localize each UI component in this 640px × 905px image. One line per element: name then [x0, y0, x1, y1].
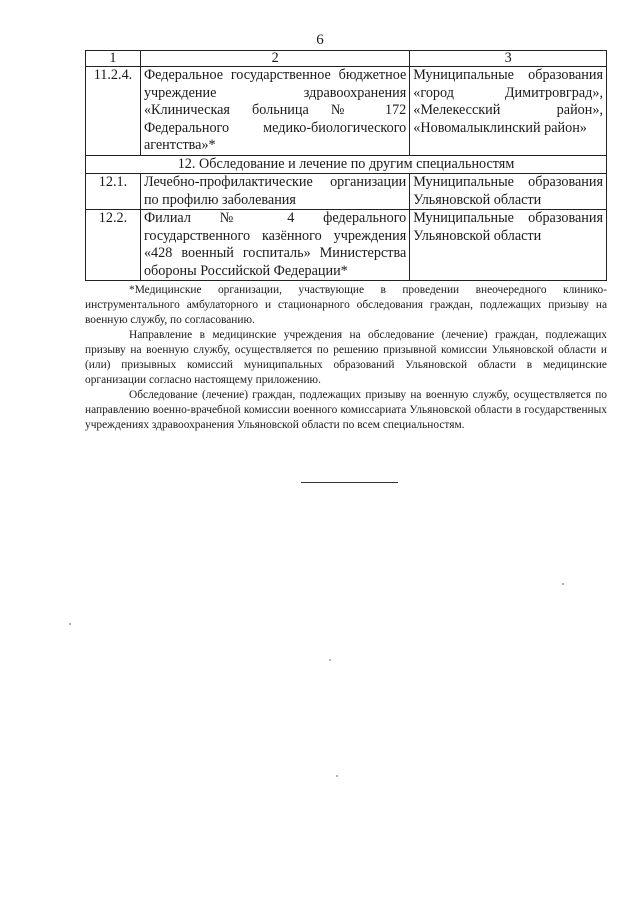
- institution-name: Лечебно-профилактические организации по профилю заболевания: [140, 174, 409, 210]
- table-row: [86, 67, 607, 156]
- scan-speck: [336, 775, 338, 777]
- row-number: 11.2.4.: [86, 67, 141, 156]
- territory: Муниципальные образования Ульяновской области: [410, 174, 607, 210]
- page-number: 6: [316, 32, 324, 48]
- notes-block: [85, 283, 607, 433]
- institution-name: Филиал № 4 федерального государственного казённого учреждения «428 военный госпиталь» Министерства обороны Российской Федерации*: [140, 210, 409, 281]
- section-title: 12. Обследование и лечение по другим специальностям: [86, 155, 607, 174]
- section-heading-row: [86, 155, 607, 174]
- institution-name: Федеральное государственное бюджетное учреждение здравоохранения «Клиническая больница № 172 Федерального медико-биологического агентства»*: [140, 67, 409, 156]
- territory: Муниципальные образования Ульяновской области: [410, 210, 607, 281]
- scan-speck: [329, 659, 331, 661]
- end-separator-line: [301, 482, 398, 483]
- territory: Муниципальные образования «город Димитровград», «Мелекесский район», «Новомалыклинский район»: [410, 67, 607, 156]
- column-header: 3: [410, 51, 607, 67]
- paragraph-examination: Обследование (лечение) граждан, подлежащих призыву на военную службу, осуществляется по направлению военно-врачебной комиссии военного комиссариата Ульяновской области в государственных учреждениях здравоохранения Ульяновской области по всем специальностям.: [85, 389, 607, 431]
- row-number: 12.1.: [86, 174, 141, 210]
- paragraph-referral: Направление в медицинские учреждения на обследование (лечение) граждан, подлежащих призыву на военную службу, осуществляется по решению призывной комиссии Ульяновской области и (или) призывных комиссий муниципальных образований Ульяновской области в медицинские организации согласно настоящему приложению.: [85, 329, 607, 386]
- institutions-table: [85, 50, 607, 281]
- row-number: 12.2.: [86, 210, 141, 281]
- scan-speck: [562, 583, 564, 585]
- scan-speck: [69, 623, 71, 625]
- table-row: [86, 174, 607, 210]
- table-header-row: [86, 51, 607, 67]
- footnote: *Медицинские организации, участвующие в проведении внеочередного клинико-инструментального амбулаторного и стационарного обследования граждан, подлежащих призыву на военную службу, по согласованию.: [85, 284, 607, 326]
- column-header: 1: [86, 51, 141, 67]
- column-header: 2: [140, 51, 409, 67]
- table-row: [86, 210, 607, 281]
